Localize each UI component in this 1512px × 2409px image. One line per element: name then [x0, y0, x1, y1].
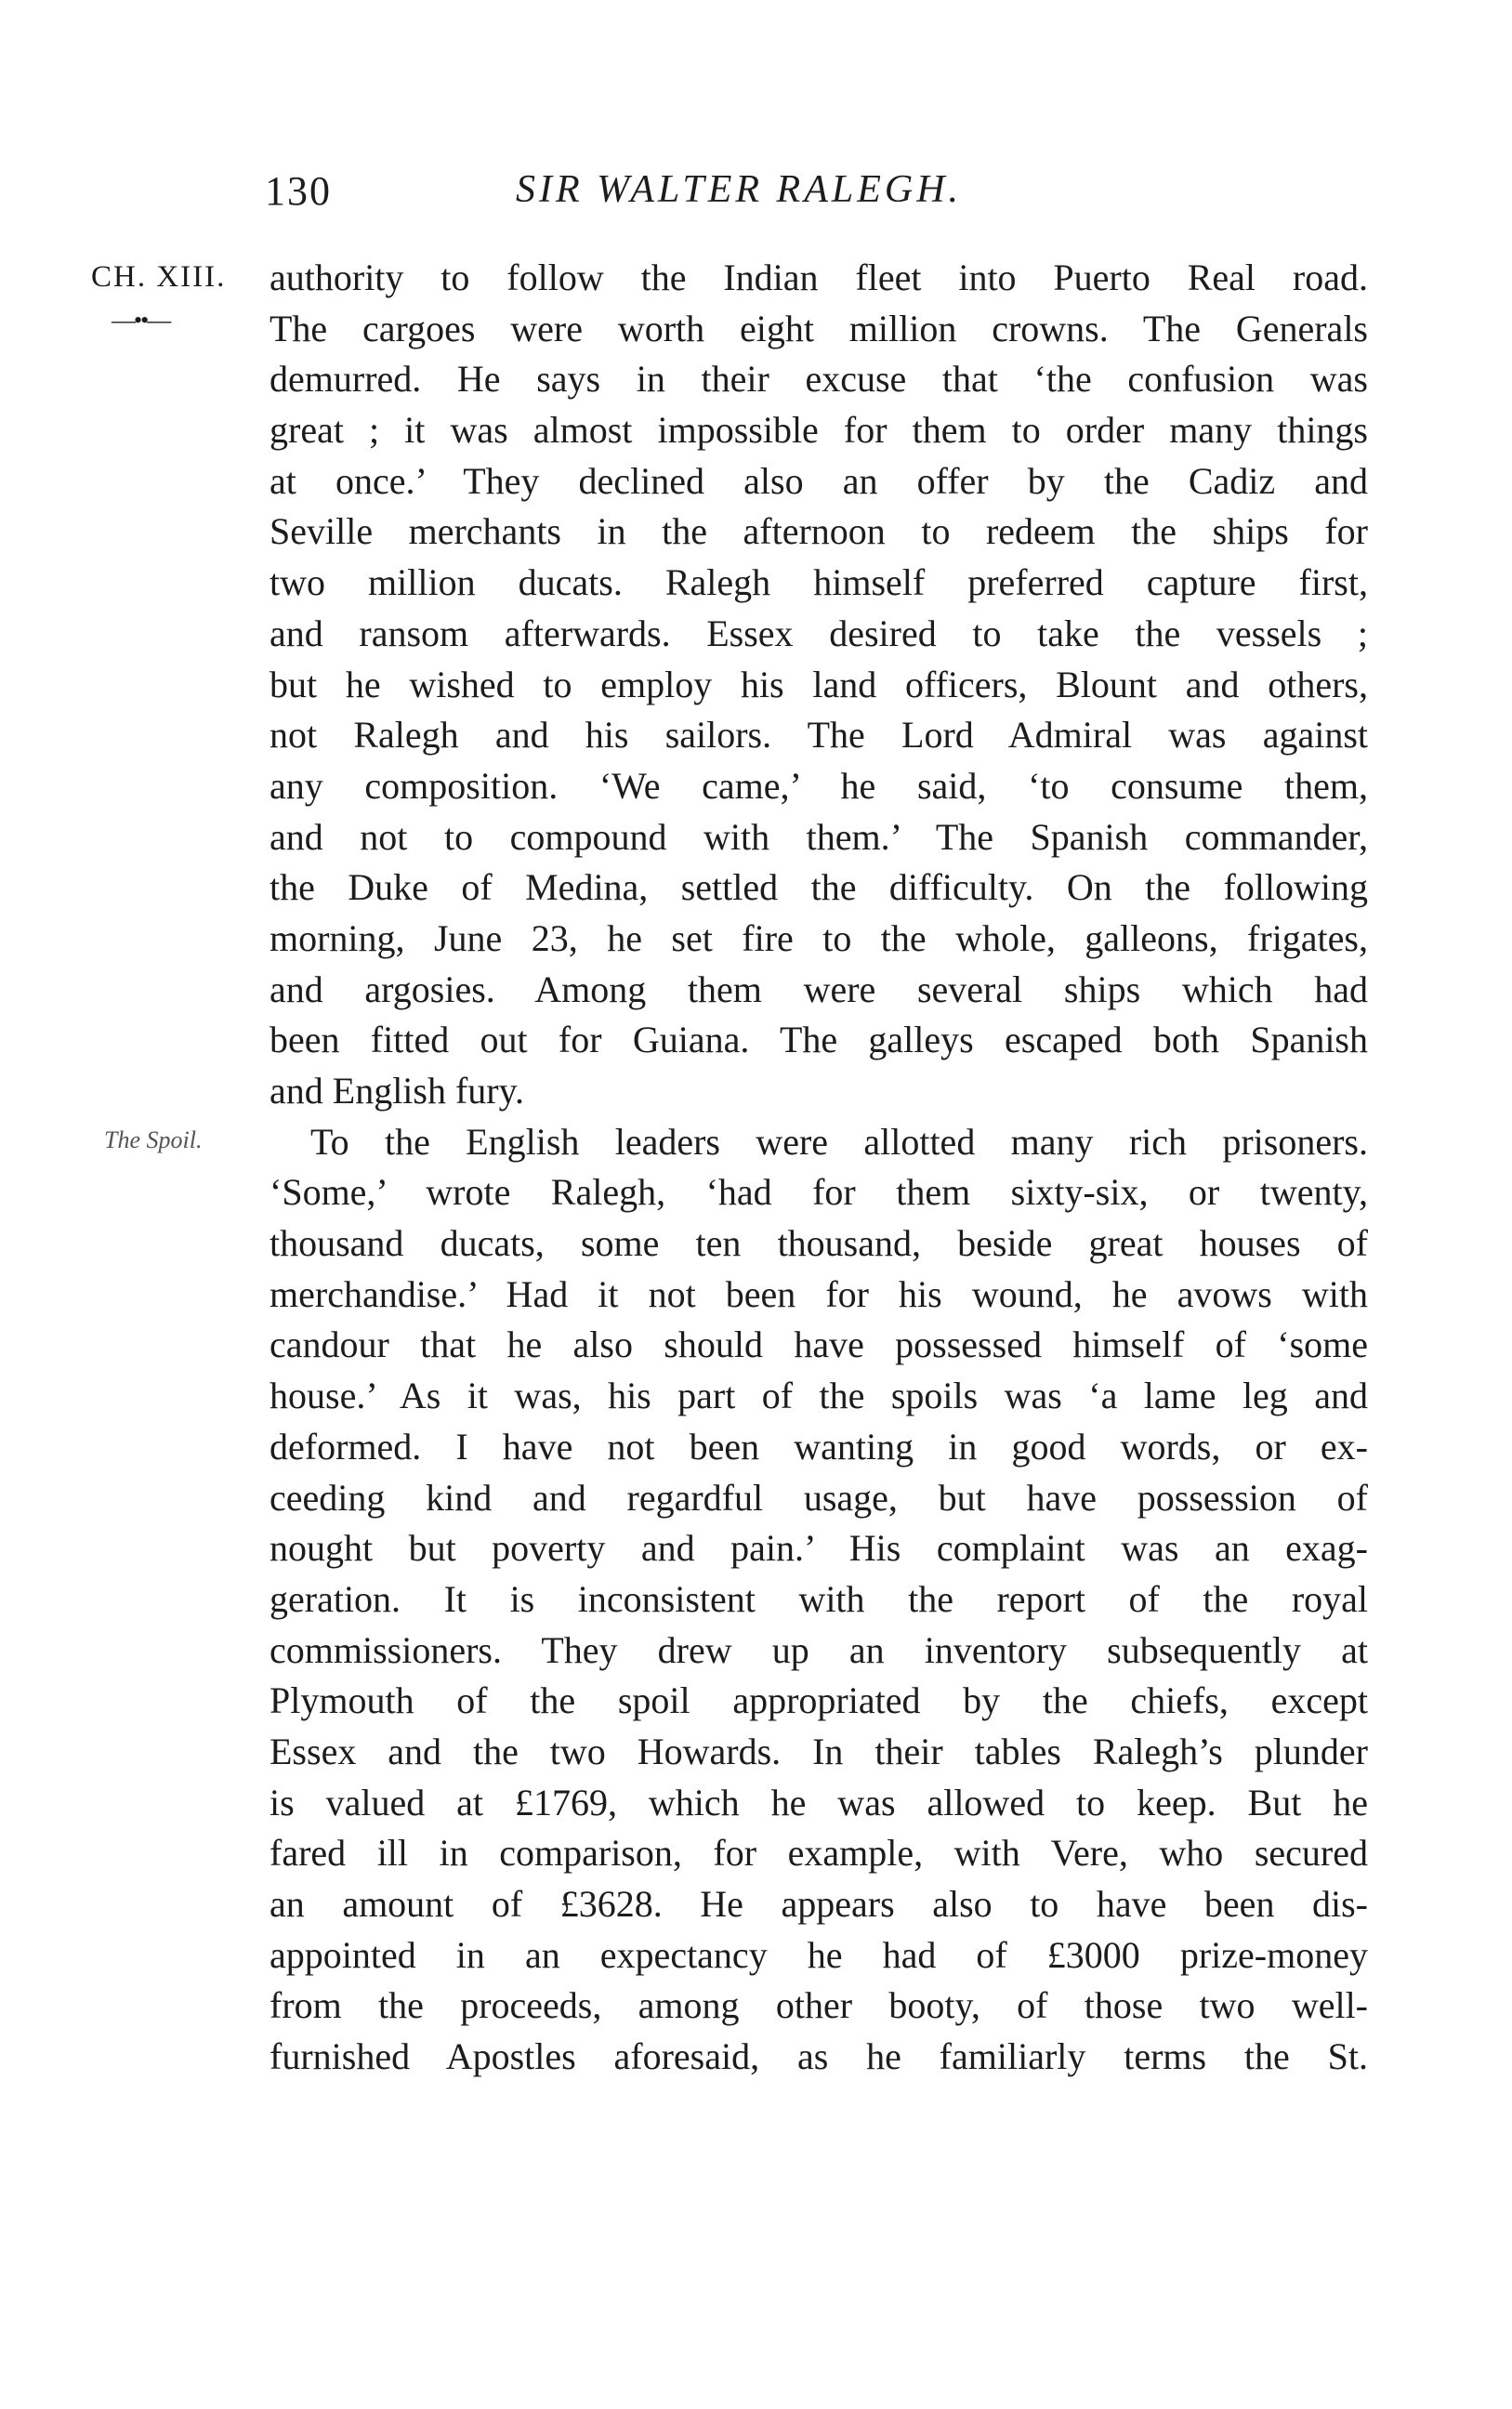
- text-line: morning, June 23, he set fire to the whole, galleons, frigates,: [270, 916, 1368, 959]
- text-line: Essex and the two Howards. In their tables Ralegh’s plunder: [270, 1730, 1368, 1772]
- text-line: at once.’ They declined also an offer by the Cadiz and: [270, 459, 1368, 502]
- text-line: commissioners. They drew up an inventory subsequently at: [270, 1628, 1368, 1671]
- text-line: two million ducats. Ralegh himself preferred capture first,: [270, 561, 1368, 604]
- text-line: candour that he also should have possessed himself of ‘some: [270, 1323, 1368, 1366]
- text-line: authority to follow the Indian fleet into Puerto Real road.: [270, 257, 1368, 298]
- text-line: and English fury.: [270, 1070, 525, 1112]
- text-line: not Ralegh and his sailors. The Lord Admiral was against: [270, 714, 1368, 757]
- running-title: SIR WALTER RALEGH.: [516, 168, 963, 211]
- text-line: merchandise.’ Had it not been for his wound, he avows with: [270, 1272, 1368, 1315]
- text-line: nought but poverty and pain.’ His complaint was an exag-: [270, 1527, 1368, 1570]
- text-line: The cargoes were worth eight million crowns. The Generals: [270, 307, 1368, 349]
- text-line: and ransom afterwards. Essex desired to take the vessels ;: [270, 612, 1368, 654]
- text-line: great ; it was almost impossible for them to order many things: [270, 409, 1368, 452]
- text-line: Seville merchants in the afternoon to redeem the ships for: [270, 510, 1368, 553]
- text-line: ceeding kind and regardful usage, but have possession of: [270, 1476, 1368, 1519]
- margin-note: The Spoil.: [104, 1126, 203, 1153]
- body-text: [270, 253, 1368, 2083]
- text-line: the Duke of Medina, settled the difficulty. On the following: [270, 866, 1368, 909]
- text-line: from the proceeds, among other booty, of those two well-: [270, 1984, 1368, 2027]
- text-line: been fitted out for Guiana. The galleys escaped both Spanish: [270, 1019, 1368, 1061]
- page-number: 130: [265, 168, 332, 214]
- text-line: furnished Apostles aforesaid, as he familiarly terms the St.: [270, 2035, 1368, 2078]
- text-line: ‘Some,’ wrote Ralegh, ‘had for them sixty-six, or twenty,: [270, 1171, 1368, 1214]
- chapter-label: CH. XIII.: [91, 260, 227, 294]
- text-line: and argosies. Among them were several ships which had: [270, 968, 1368, 1010]
- text-line: fared ill in comparison, for example, with Vere, who secured: [270, 1832, 1368, 1875]
- ornament-dash: —••—: [112, 307, 170, 334]
- paragraph-start-line: To the English leaders were allotted many rich prisoners.: [310, 1120, 1368, 1163]
- text-line: is valued at £1769, which he was allowed to keep. But he: [270, 1781, 1368, 1823]
- text-line: deformed. I have not been wanting in good words, or ex-: [270, 1425, 1368, 1468]
- text-line: any composition. ‘We came,’ he said, ‘to consume them,: [270, 764, 1368, 807]
- text-line: geration. It is inconsistent with the report of the royal: [270, 1577, 1368, 1620]
- text-line: appointed in an expectancy he had of £3000 prize-money: [270, 1933, 1368, 1976]
- text-line: and not to compound with them.’ The Spanish commander,: [270, 815, 1368, 858]
- text-line: an amount of £3628. He appears also to have been dis-: [270, 1883, 1368, 1925]
- text-line: house.’ As it was, his part of the spoils was ‘a lame leg and: [270, 1375, 1368, 1417]
- text-line: Plymouth of the spoil appropriated by the chiefs, except: [270, 1679, 1368, 1722]
- text-line: but he wished to employ his land officers, Blount and others,: [270, 663, 1368, 705]
- text-line: thousand ducats, some ten thousand, beside great houses of: [270, 1222, 1368, 1265]
- text-line: demurred. He says in their excuse that ‘the confusion was: [270, 358, 1368, 401]
